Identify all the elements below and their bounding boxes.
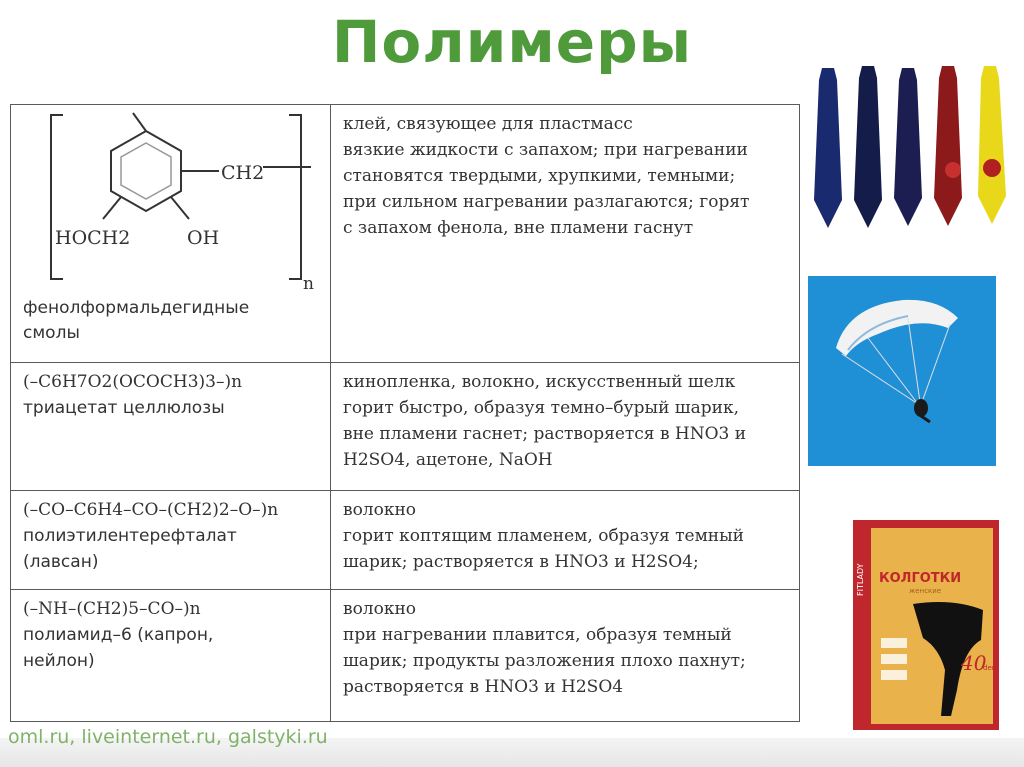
polymer-name: фенолформальдегидные	[23, 298, 250, 318]
page-title: Полимеры	[331, 8, 693, 76]
description-cell	[331, 105, 800, 363]
package-product: КОЛГОТКИ	[879, 571, 962, 586]
oh-label: OH	[187, 227, 220, 249]
description-line: при сильном нагревании разлагаются; горят	[343, 192, 750, 212]
description-line: растворяется в HNO3 и H2SO4	[343, 677, 624, 697]
polymer-name: (лавсан)	[23, 552, 99, 572]
package-den-value: 40	[961, 651, 987, 675]
description-line: горит коптящим пламенем, образуя темный	[343, 526, 744, 546]
polymer-formula: (–CO–C6H4–CO–(CH2)2–O–)n	[23, 500, 279, 520]
ties-image	[808, 60, 1018, 235]
table-row	[11, 590, 800, 722]
parachute-image	[808, 276, 996, 466]
formula-cell	[11, 363, 331, 491]
ch2-label: CH2	[221, 162, 265, 184]
polymer-name: полиамид–6 (капрон,	[23, 625, 214, 645]
description-cell	[331, 363, 800, 491]
description-line: волокно	[343, 599, 417, 619]
description-line: становятся твердыми, хрупкими, темными;	[343, 166, 736, 186]
description-line: с запахом фенола, вне пламени гаснут	[343, 218, 694, 238]
description-line: шарик; продукты разложения плохо пахнут;	[343, 651, 746, 671]
table-row	[11, 363, 800, 491]
description-line: вязкие жидкости с запахом; при нагревании	[343, 140, 748, 160]
package-brand: FITLADY	[856, 563, 865, 596]
phenol-formaldehyde-structure	[41, 111, 321, 296]
description-line: клей, связующее для пластмасс	[343, 114, 633, 134]
description-line: волокно	[343, 500, 417, 520]
description-line: при нагревании плавится, образуя темный	[343, 625, 732, 645]
formula-cell	[11, 491, 331, 590]
polymer-name: триацетат целлюлозы	[23, 398, 225, 418]
hoch2-label: HOCH2	[55, 227, 131, 249]
polymer-name: нейлон)	[23, 651, 95, 671]
table-row	[11, 491, 800, 590]
polymer-formula: (–C6H7O2(OCOCH3)3–)n	[23, 372, 243, 392]
formula-cell	[11, 590, 331, 722]
polymer-name: смолы	[23, 323, 80, 343]
formula-cell	[11, 105, 331, 363]
description-line: горит быстро, образуя темно–бурый шарик,	[343, 398, 739, 418]
description-line: кинопленка, волокно, искусственный шелк	[343, 372, 736, 392]
description-cell	[331, 491, 800, 590]
package-den-unit: den	[983, 664, 997, 672]
polymer-formula: (–NH–(CH2)5–CO–)n	[23, 599, 201, 619]
description-line: H2SO4, ацетоне, NaOH	[343, 450, 553, 470]
description-line: вне пламени гаснет; растворяется в HNO3 и	[343, 424, 747, 444]
polymer-table	[10, 104, 800, 722]
table-row	[11, 105, 800, 363]
source-footer: oml.ru, liveinternet.ru, galstyki.ru	[8, 726, 328, 748]
package-subtitle: женские	[909, 587, 942, 595]
n-subscript: n	[303, 274, 314, 294]
polymer-name: полиэтилентерефталат	[23, 526, 237, 546]
description-cell	[331, 590, 800, 722]
description-line: шарик; растворяется в HNO3 и H2SO4;	[343, 552, 699, 572]
tights-package-image	[853, 520, 999, 730]
